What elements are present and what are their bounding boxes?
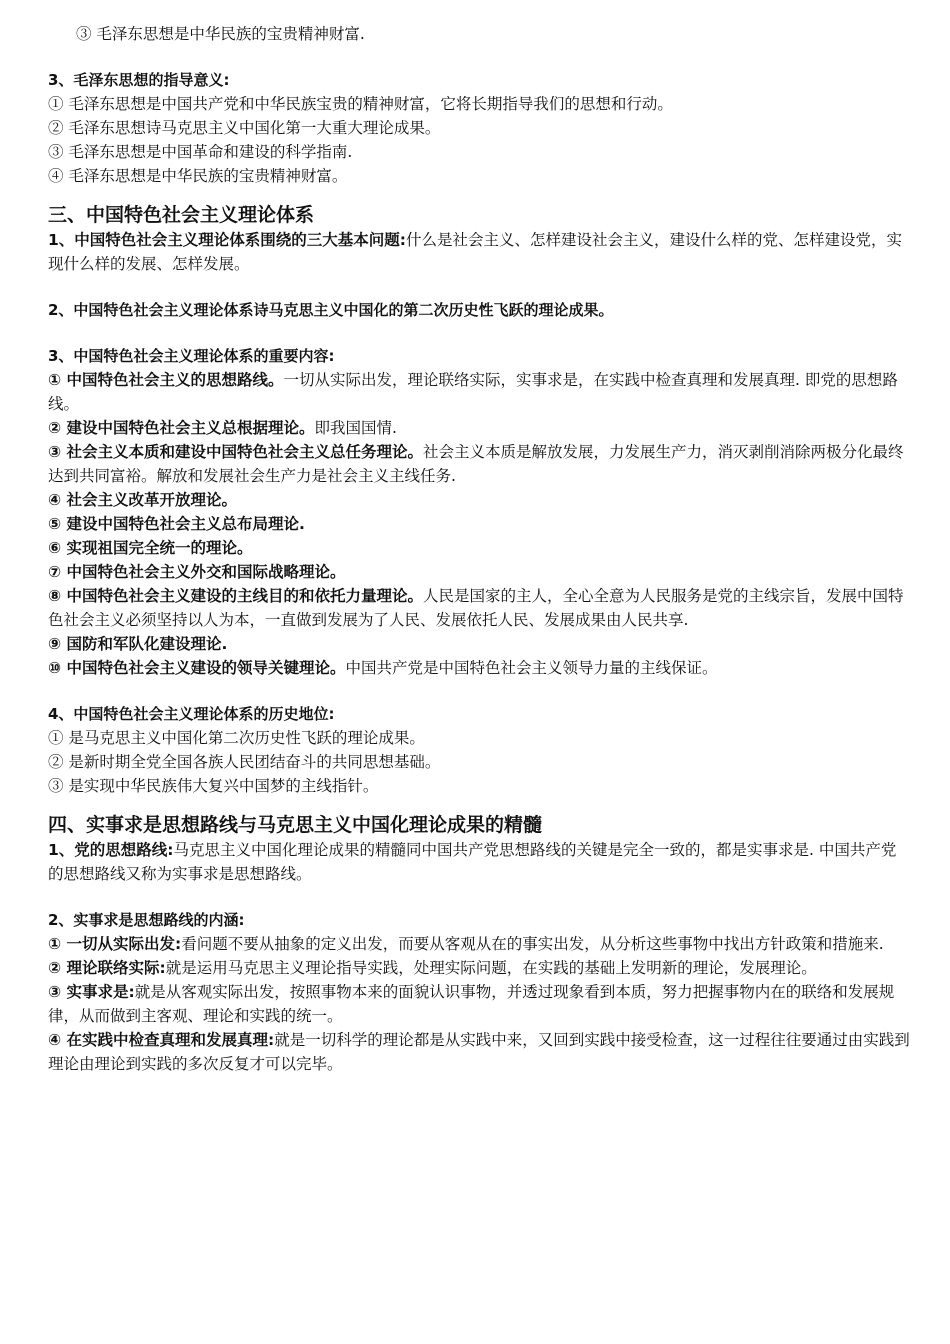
part4-q2-heading: 2、实事求是思想路线的内涵:: [48, 911, 245, 929]
section-mao-guidance-heading: 3、毛泽东思想的指导意义:: [48, 71, 230, 89]
part3-q1-lead: 1、中国特色社会主义理论体系围绕的三大基本问题:: [48, 231, 406, 249]
list-item: [48, 956, 910, 980]
list-item: ③ 是实现中华民族伟大复兴中国梦的主线指针。: [48, 777, 379, 795]
part3-q3-heading: 3、中国特色社会主义理论体系的重要内容:: [48, 347, 335, 365]
list-item-lead: ⑩ 中国特色社会主义建设的领导关键理论。: [48, 659, 346, 677]
part4-q1-lead: 1、党的思想路线:: [48, 841, 174, 859]
list-item: ② 毛泽东思想诗马克思主义中国化第一大重大理论成果。: [48, 119, 441, 137]
list-item-text: 就是运用马克思主义理论指导实践，处理实际问题，在实践的基础上发明新的理论，发展理论。: [165, 959, 817, 977]
list-item-lead: ② 建设中国特色社会主义总根据理论。: [48, 419, 315, 437]
list-item-lead: ⑥ 实现祖国完全统一的理论。: [48, 539, 253, 557]
list-item: [48, 416, 910, 440]
list-item-lead: ⑨ 国防和军队化建设理论.: [48, 635, 228, 653]
list-item: [48, 632, 910, 656]
part4-q1-text: 马克思主义中国化理论成果的精髓同中国共产党思想路线的关键是完全一致的，都是实事求是. 中国共产党的思想路线又称为实事求是思想路线。: [48, 841, 897, 883]
list-item: ① 是马克思主义中国化第二次历史性飞跃的理论成果。: [48, 729, 425, 747]
list-item-lead: ① 中国特色社会主义的思想路线。: [48, 371, 284, 389]
list-item: [48, 1028, 910, 1076]
list-item-lead: ① 一切从实际出发:: [48, 935, 182, 953]
list-item: ② 是新时期全党全国各族人民团结奋斗的共同思想基础。: [48, 753, 441, 771]
part3-title: 三、中国特色社会主义理论体系: [48, 204, 315, 226]
list-item-lead: ⑧ 中国特色社会主义建设的主线目的和依托力量理论。: [48, 587, 424, 605]
list-item: ① 毛泽东思想是中国共产党和中华民族宝贵的精神财富，它将长期指导我们的思想和行动。: [48, 95, 673, 113]
list-item: [48, 980, 910, 1028]
list-item: [48, 584, 910, 632]
list-item: [48, 656, 910, 680]
list-item: [48, 560, 910, 584]
part3-q4-heading: 4、中国特色社会主义理论体系的历史地位:: [48, 705, 335, 723]
part3-q1-text: 什么是社会主义、怎样建设社会主义，建设什么样的党、怎样建设党，实现什么样的发展、怎样发展。: [48, 231, 903, 273]
list-item: [48, 536, 910, 560]
list-item: [48, 932, 910, 956]
list-item-text: 看问题不要从抽象的定义出发，而要从客观从在的事实出发，从分析这些事物中找出方针政策和措施来.: [181, 935, 884, 953]
list-item: ③ 毛泽东思想是中国革命和建设的科学指南.: [48, 143, 353, 161]
list-item-lead: ⑦ 中国特色社会主义外交和国际战略理论。: [48, 563, 346, 581]
list-item: [48, 512, 910, 536]
list-item-text: 一切从实际出发，理论联络实际，实事求是，在实践中检查真理和发展真理. 即党的思想路线。: [48, 371, 898, 413]
list-item: [48, 368, 910, 416]
list-item-lead: ⑤ 建设中国特色社会主义总布局理论.: [48, 515, 305, 533]
list-item-text: 就是一切科学的理论都是从实践中来，又回到实践中接受检查，这一过程往往要通过由实践到理论由理论到实践的多次反复才可以完毕。: [48, 1031, 910, 1073]
part4-q1-paragraph: [48, 838, 910, 886]
list-item-text: 社会主义本质是解放发展，力发展生产力，消灭剥削消除两极分化最终达到共同富裕。解放和发展社会生产力是社会主义主线任务.: [48, 443, 904, 485]
part3-q1-paragraph: [48, 228, 910, 276]
list-item-lead: ③ 社会主义本质和建设中国特色社会主义总任务理论。: [48, 443, 424, 461]
part4-title: 四、实事求是思想路线与马克思主义中国化理论成果的精髓: [48, 814, 543, 836]
list-item-lead: ③ 实事求是:: [48, 983, 135, 1001]
list-item: [48, 440, 910, 488]
part3-q2-heading: 2、中国特色社会主义理论体系诗马克思主义中国化的第二次历史性飞跃的理论成果。: [48, 301, 614, 319]
list-item-text: 就是从客观实际出发，按照事物本来的面貌认识事物，并透过现象看到本质，努力把握事物内在的联络和发展规律，从而做到主客观、理论和实践的统一。: [48, 983, 895, 1025]
list-item-text: 中国共产党是中国特色社会主义领导力量的主线保证。: [345, 659, 718, 677]
list-item-text: 即我国国情.: [314, 419, 397, 437]
list-item-lead: ④ 社会主义改革开放理论。: [48, 491, 238, 509]
mao-thought-item-3: ③ 毛泽东思想是中华民族的宝贵精神财富.: [76, 25, 365, 43]
list-item: ④ 毛泽东思想是中华民族的宝贵精神财富。: [48, 167, 348, 185]
list-item: [48, 488, 910, 512]
list-item-text: 人民是国家的主人，全心全意为人民服务是党的主线宗旨，发展中国特色社会主义必须坚持以人为本，一直做到发展为了人民、发展依托人民、发展成果由人民共享.: [48, 587, 904, 629]
list-item-lead: ④ 在实践中检查真理和发展真理:: [48, 1031, 275, 1049]
list-item-lead: ② 理论联络实际:: [48, 959, 166, 977]
